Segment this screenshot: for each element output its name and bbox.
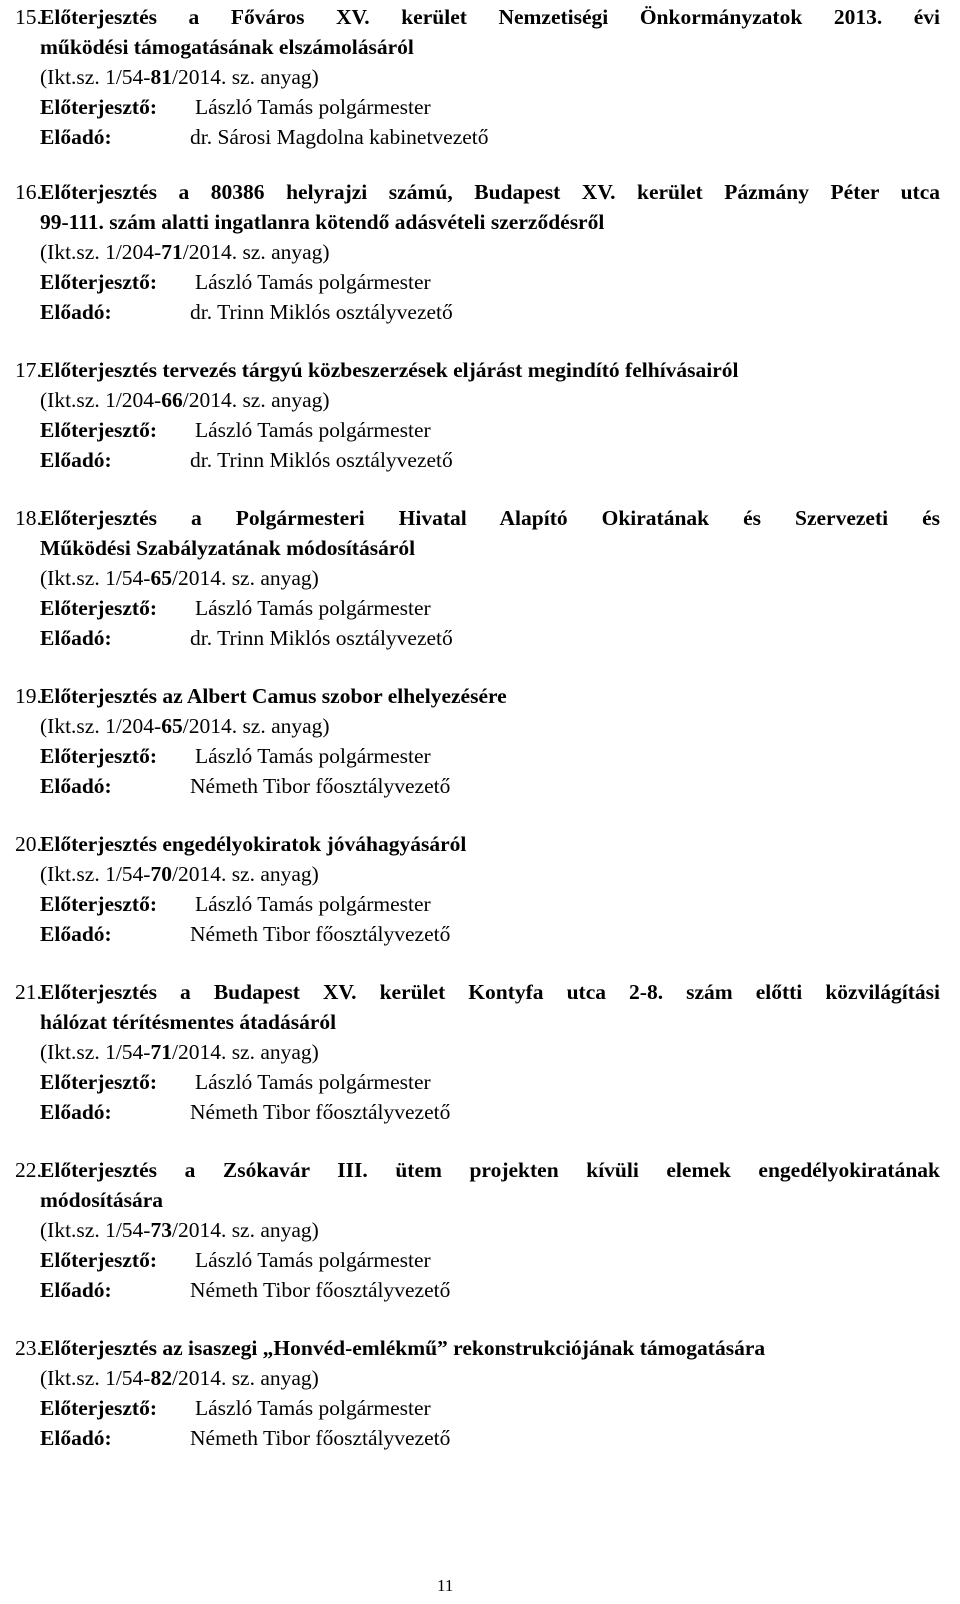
ikt-reference: (Ikt.sz. 1/54-81/2014. sz. anyag)	[40, 65, 319, 89]
speaker-label: Előadó:	[40, 1100, 112, 1124]
presenter-row	[15, 1245, 940, 1275]
ikt-reference: (Ikt.sz. 1/54-65/2014. sz. anyag)	[40, 566, 319, 590]
agenda-item-20	[15, 829, 940, 949]
ikt-reference: (Ikt.sz. 1/54-82/2014. sz. anyag)	[40, 1366, 319, 1390]
presenter-label: Előterjesztő:	[40, 1070, 157, 1094]
item-number: 20.	[15, 832, 42, 856]
speaker-name: dr. Trinn Miklós osztályvezető	[190, 626, 453, 650]
presenter-name: László Tamás polgármester	[195, 1070, 431, 1094]
item-title	[15, 1155, 940, 1215]
presenter-label: Előterjesztő:	[40, 892, 157, 916]
item-title-line: Előterjesztés engedélyokiratok jóváhagyásáról	[40, 832, 467, 856]
item-number: 22.	[15, 1158, 42, 1182]
speaker-label: Előadó:	[40, 125, 112, 149]
presenter-row	[15, 1393, 940, 1423]
agenda-item-17	[15, 355, 940, 475]
presenter-label: Előterjesztő:	[40, 596, 157, 620]
presenter-label: Előterjesztő:	[40, 95, 157, 119]
item-title-line: Előterjesztés a Zsókavár III. ütem projekten kívüli elemek engedélyokiratának	[40, 1158, 940, 1182]
ikt-reference: (Ikt.sz. 1/204-65/2014. sz. anyag)	[40, 714, 330, 738]
item-title-line: Előterjesztés az Albert Camus szobor elhelyezésére	[40, 684, 507, 708]
agenda-item-23	[15, 1333, 940, 1453]
presenter-label: Előterjesztő:	[40, 270, 157, 294]
item-title-line: Előterjesztés a Budapest XV. kerület Kontyfa utca 2-8. szám előtti közvilágítási	[40, 980, 940, 1004]
presenter-row	[15, 741, 940, 771]
presenter-row	[15, 889, 940, 919]
ikt-reference: (Ikt.sz. 1/54-73/2014. sz. anyag)	[40, 1218, 319, 1242]
item-number: 15.	[15, 5, 42, 29]
item-title-line: módosítására	[40, 1188, 164, 1212]
presenter-label: Előterjesztő:	[40, 744, 157, 768]
presenter-row	[15, 92, 940, 122]
item-title-line: 99-111. szám alatti ingatlanra kötendő adásvételi szerződésről	[40, 210, 605, 234]
speaker-row	[15, 445, 940, 475]
speaker-label: Előadó:	[40, 448, 112, 472]
item-title	[15, 177, 940, 237]
presenter-row	[15, 415, 940, 445]
item-title	[15, 503, 940, 563]
item-title-line: működési támogatásának elszámolásáról	[40, 35, 414, 59]
presenter-name: László Tamás polgármester	[195, 1396, 431, 1420]
item-title-line: Működési Szabályzatának módosításáról	[40, 536, 416, 560]
speaker-row	[15, 1423, 940, 1453]
page-number: 11	[437, 1576, 454, 1595]
item-number: 18.	[15, 506, 42, 530]
agenda-item-19	[15, 681, 940, 801]
speaker-row	[15, 623, 940, 653]
speaker-row	[15, 297, 940, 327]
presenter-name: László Tamás polgármester	[195, 744, 431, 768]
speaker-name: Németh Tibor főosztályvezető	[190, 922, 451, 946]
speaker-row	[15, 122, 940, 152]
presenter-label: Előterjesztő:	[40, 418, 157, 442]
item-number: 19.	[15, 684, 42, 708]
ikt-reference: (Ikt.sz. 1/204-71/2014. sz. anyag)	[40, 240, 330, 264]
speaker-name: dr. Trinn Miklós osztályvezető	[190, 448, 453, 472]
speaker-name: Németh Tibor főosztályvezető	[190, 774, 451, 798]
speaker-row	[15, 919, 940, 949]
speaker-label: Előadó:	[40, 922, 112, 946]
item-title	[15, 2, 940, 62]
presenter-name: László Tamás polgármester	[195, 596, 431, 620]
agenda-item-22	[15, 1155, 940, 1305]
agenda-item-16	[15, 177, 940, 327]
item-number: 17.	[15, 358, 42, 382]
item-title	[15, 1333, 940, 1363]
item-title-line: Előterjesztés tervezés tárgyú közbeszerzések eljárást megindító felhívásairól	[40, 358, 739, 382]
speaker-label: Előadó:	[40, 300, 112, 324]
speaker-name: dr. Sárosi Magdolna kabinetvezető	[190, 125, 489, 149]
agenda-item-15	[15, 2, 940, 152]
speaker-row	[15, 1097, 940, 1127]
presenter-row	[15, 593, 940, 623]
ikt-reference: (Ikt.sz. 1/54-71/2014. sz. anyag)	[40, 1040, 319, 1064]
item-title	[15, 977, 940, 1037]
item-title-line: Előterjesztés az isaszegi „Honvéd-emlékmű” rekonstrukciójának támogatására	[40, 1336, 766, 1360]
item-number: 21.	[15, 980, 42, 1004]
agenda-item-21	[15, 977, 940, 1127]
presenter-row	[15, 1067, 940, 1097]
speaker-label: Előadó:	[40, 1278, 112, 1302]
item-title	[15, 829, 940, 859]
item-number: 23.	[15, 1336, 42, 1360]
speaker-label: Előadó:	[40, 1426, 112, 1450]
presenter-name: László Tamás polgármester	[195, 892, 431, 916]
item-title-line: Előterjesztés a 80386 helyrajzi számú, Budapest XV. kerület Pázmány Péter utca	[40, 180, 940, 204]
agenda-item-18	[15, 503, 940, 653]
item-title	[15, 681, 940, 711]
presenter-row	[15, 267, 940, 297]
speaker-label: Előadó:	[40, 626, 112, 650]
ikt-reference: (Ikt.sz. 1/54-70/2014. sz. anyag)	[40, 862, 319, 886]
speaker-name: Németh Tibor főosztályvezető	[190, 1426, 451, 1450]
presenter-name: László Tamás polgármester	[195, 270, 431, 294]
ikt-reference: (Ikt.sz. 1/204-66/2014. sz. anyag)	[40, 388, 330, 412]
item-title-line: hálózat térítésmentes átadásáról	[40, 1010, 337, 1034]
speaker-row	[15, 1275, 940, 1305]
presenter-name: László Tamás polgármester	[195, 95, 431, 119]
speaker-name: Németh Tibor főosztályvezető	[190, 1278, 451, 1302]
speaker-row	[15, 771, 940, 801]
speaker-name: dr. Trinn Miklós osztályvezető	[190, 300, 453, 324]
presenter-label: Előterjesztő:	[40, 1396, 157, 1420]
presenter-name: László Tamás polgármester	[195, 418, 431, 442]
item-title-line: Előterjesztés a Polgármesteri Hivatal Alapító Okiratának és Szervezeti és	[40, 506, 940, 530]
item-title	[15, 355, 940, 385]
presenter-label: Előterjesztő:	[40, 1248, 157, 1272]
speaker-label: Előadó:	[40, 774, 112, 798]
item-title-line: Előterjesztés a Főváros XV. kerület Nemzetiségi Önkormányzatok 2013. évi	[40, 5, 940, 29]
speaker-name: Németh Tibor főosztályvezető	[190, 1100, 451, 1124]
item-number: 16.	[15, 180, 42, 204]
presenter-name: László Tamás polgármester	[195, 1248, 431, 1272]
